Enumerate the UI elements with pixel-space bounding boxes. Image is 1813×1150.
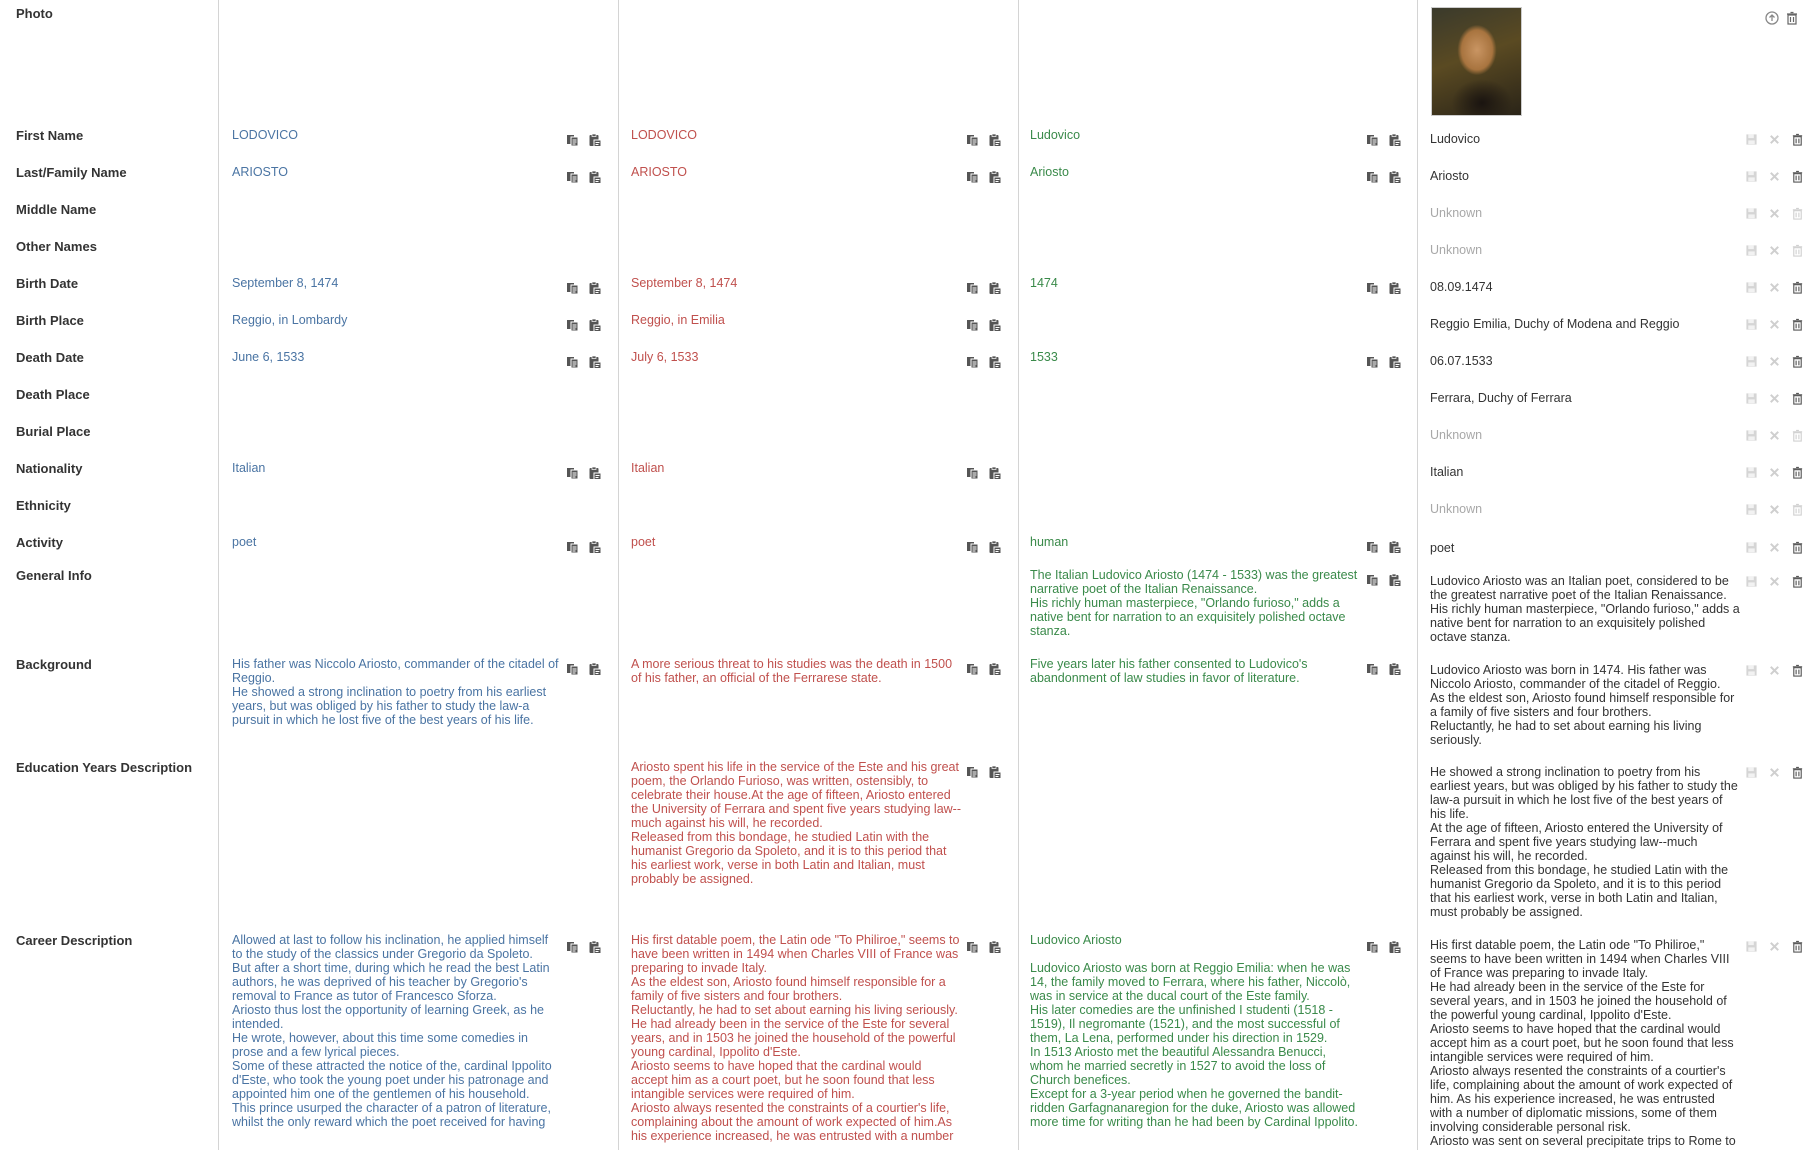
source1-birth-place: Reggio, in Lombardy (232, 313, 348, 327)
save-icon[interactable] (1745, 466, 1758, 479)
paste-icon[interactable] (588, 281, 602, 295)
clear-icon[interactable] (1768, 429, 1781, 442)
save-icon[interactable] (1745, 664, 1758, 677)
clear-icon[interactable] (1768, 541, 1781, 554)
copy-icon[interactable] (1366, 540, 1380, 554)
copy-icon[interactable] (1366, 662, 1380, 676)
copy-icon[interactable] (1366, 170, 1380, 184)
paste-icon[interactable] (588, 133, 602, 147)
paste-icon[interactable] (988, 355, 1002, 369)
copy-paste-actions (1366, 573, 1402, 587)
copy-icon[interactable] (966, 355, 980, 369)
trash-icon[interactable] (1791, 575, 1804, 588)
trash-icon[interactable] (1791, 503, 1804, 516)
save-icon[interactable] (1745, 541, 1758, 554)
copy-icon[interactable] (966, 318, 980, 332)
label-other-names: Other Names (16, 239, 97, 254)
trash-icon[interactable] (1791, 541, 1804, 554)
label-background: Background (16, 657, 92, 672)
trash-icon[interactable] (1791, 466, 1804, 479)
final-nationality[interactable]: Italian (1430, 465, 1464, 479)
column-divider (618, 0, 619, 1150)
clear-icon[interactable] (1768, 392, 1781, 405)
source2-education: Ariosto spent his life in the service of the Este and his great poem, the Orlando Furioso, was written, ostensibly, to celebrate their house.At the age of fifteen, Ariosto entered the University of Ferrara and spent five years studying law--much against his will, he recorded. Released from this bondage, he studied Latin with the humanist Gregorio da Spoleto, and it is to this period that his earliest work, verse in both Latin and Italian, must probably be assigned. (631, 760, 961, 886)
copy-paste-actions (966, 940, 1002, 954)
paste-icon[interactable] (988, 540, 1002, 554)
copy-paste-actions (966, 765, 1002, 779)
field-actions (1745, 281, 1804, 294)
final-career[interactable]: His first datable poem, the Latin ode "To Philiroe," seems to have been written in 1494 when Charles VIII of France was preparing to invade Italy. He had already been in the service of the Este for several years, and in 1503 he joined the household of the powerful young cardinal, Ippolito d'Este. Ariosto seems to have hoped that the cardinal would accept him as a court poet, but he soon found that less intangible services were required of him. Ariosto always resented the constraints of a courtier's life, complaining about the amount of work expected of him. As his experience increased, he was entrusted with a number of diplomatic missions, some of them involving considerable personal risk. Ariosto was sent on several precipitate trips to Rome to (1430, 938, 1736, 1148)
source3-career-title: Ludovico Ariosto (1030, 933, 1122, 947)
final-general-info[interactable]: Ludovico Ariosto was an Italian poet, considered to be the greatest narrative poet of the Italian Renaissance. His richly human masterpiece, "Orlando furioso," adds a native bent for narration to an exquisitely polished octave stanza. (1430, 574, 1740, 644)
copy-paste-actions (566, 133, 602, 147)
label-death-place: Death Place (16, 387, 90, 402)
final-last-name[interactable]: Ariosto (1430, 169, 1469, 183)
paste-icon[interactable] (988, 170, 1002, 184)
source1-last-name: ARIOSTO (232, 165, 289, 179)
field-actions (1745, 466, 1804, 479)
final-death-date[interactable]: 06.07.1533 (1430, 354, 1493, 368)
copy-paste-actions (566, 170, 602, 184)
paste-icon[interactable] (1388, 940, 1402, 954)
final-first-name[interactable]: Ludovico (1430, 132, 1481, 146)
clear-icon[interactable] (1768, 318, 1781, 331)
save-icon[interactable] (1745, 429, 1758, 442)
final-other-names[interactable]: Unknown (1430, 243, 1483, 257)
paste-icon[interactable] (588, 540, 602, 554)
upload-icon[interactable] (1765, 11, 1779, 25)
source1-nationality: Italian (232, 461, 266, 475)
source1-activity: poet (232, 535, 257, 549)
copy-icon[interactable] (566, 466, 580, 480)
source3-death-date: 1533 (1030, 350, 1058, 364)
trash-icon[interactable] (1791, 766, 1804, 779)
source3-background: Five years later his father consented to Ludovico's abandonment of law studies in favor of literature. (1030, 657, 1308, 685)
copy-paste-actions (966, 281, 1002, 295)
copy-icon[interactable] (566, 940, 580, 954)
photo-actions (1765, 11, 1799, 25)
trash-icon[interactable] (1791, 664, 1804, 677)
copy-icon[interactable] (1366, 281, 1380, 295)
clear-icon[interactable] (1768, 170, 1781, 183)
save-icon[interactable] (1745, 244, 1758, 257)
field-actions (1745, 392, 1804, 405)
paste-icon[interactable] (1388, 573, 1402, 587)
field-actions (1745, 940, 1804, 953)
paste-icon[interactable] (988, 318, 1002, 332)
copy-paste-actions (566, 355, 602, 369)
copy-icon[interactable] (966, 466, 980, 480)
field-actions (1745, 766, 1804, 779)
copy-paste-actions (966, 540, 1002, 554)
final-death-place[interactable]: Ferrara, Duchy of Ferrara (1430, 391, 1572, 405)
field-actions (1745, 429, 1804, 442)
column-divider (1417, 0, 1418, 1150)
source2-career: His first datable poem, the Latin ode "To Philiroe," seems to have been written in 1494 when Charles VIII of France was preparing to invade Italy. As the eldest son, Ariosto found himself responsible for a family of five sisters and four brothers. Reluctantly, he had to set about earning his living seriously. He had already been in the service of the Este for several years, and in 1503 he joined the household of the powerful young cardinal, Ippolito d'Este. Ariosto seems to have hoped that the cardinal would accept him as a court poet, but he soon found that less intangible services were required of him. Ariosto always resented the constraints of a courtier's life, complaining about the amount of work expected of him.As his experience increased, he was entrusted with a number (631, 933, 960, 1143)
field-actions (1745, 355, 1804, 368)
final-middle-name[interactable]: Unknown (1430, 206, 1483, 220)
trash-icon[interactable] (1791, 207, 1804, 220)
label-last-name: Last/Family Name (16, 165, 127, 180)
copy-paste-actions (966, 355, 1002, 369)
copy-paste-actions (1366, 540, 1402, 554)
copy-paste-actions (966, 466, 1002, 480)
clear-icon[interactable] (1768, 766, 1781, 779)
save-icon[interactable] (1745, 503, 1758, 516)
copy-icon[interactable] (1366, 133, 1380, 147)
source1-birth-date: September 8, 1474 (232, 276, 339, 290)
copy-paste-actions (966, 318, 1002, 332)
label-photo: Photo (16, 6, 53, 21)
copy-paste-actions (1366, 170, 1402, 184)
save-icon[interactable] (1745, 133, 1758, 146)
copy-icon[interactable] (1366, 940, 1380, 954)
portrait-photo (1431, 7, 1522, 116)
source2-activity: poet (631, 535, 656, 549)
save-icon[interactable] (1745, 281, 1758, 294)
label-middle-name: Middle Name (16, 202, 97, 217)
field-actions (1745, 503, 1804, 516)
paste-icon[interactable] (1388, 540, 1402, 554)
source3-activity: human (1030, 535, 1069, 549)
save-icon[interactable] (1745, 355, 1758, 368)
label-burial-place: Burial Place (16, 424, 91, 439)
trash-icon[interactable] (1791, 318, 1804, 331)
paste-icon[interactable] (1388, 355, 1402, 369)
save-icon[interactable] (1745, 575, 1758, 588)
paste-icon[interactable] (988, 466, 1002, 480)
paste-icon[interactable] (588, 170, 602, 184)
label-career: Career Description (16, 933, 133, 948)
label-education: Education Years Description (16, 760, 193, 775)
clear-icon[interactable] (1768, 244, 1781, 257)
label-birth-place: Birth Place (16, 313, 84, 328)
final-birth-date[interactable]: 08.09.1474 (1430, 280, 1493, 294)
source2-first-name: LODOVICO (631, 128, 697, 142)
label-birth-date: Birth Date (16, 276, 79, 291)
source1-background: His father was Niccolo Ariosto, commander of the citadel of Reggio. He showed a strong inclination to poetry from his earliest years, but was obliged by his father to study the law-a pursuit in which he lost five of the best years of his life. (232, 657, 559, 727)
copy-icon[interactable] (566, 355, 580, 369)
paste-icon[interactable] (1388, 281, 1402, 295)
field-actions (1745, 170, 1804, 183)
source3-general-info: The Italian Ludovico Ariosto (1474 - 1533) was the greatest narrative poet of the Italian Renaissance. His richly human masterpiece, "Orlando furioso," adds a native bent for narration to an exquisitely polished octave stanza. (1030, 568, 1358, 638)
clear-icon[interactable] (1768, 575, 1781, 588)
copy-paste-actions (566, 281, 602, 295)
trash-icon[interactable] (1791, 244, 1804, 257)
field-actions (1745, 541, 1804, 554)
clear-icon[interactable] (1768, 133, 1781, 146)
source1-first-name: LODOVICO (232, 128, 298, 142)
clear-icon[interactable] (1768, 355, 1781, 368)
copy-paste-actions (566, 540, 602, 554)
copy-icon[interactable] (566, 318, 580, 332)
trash-icon[interactable] (1785, 11, 1799, 25)
field-actions (1745, 207, 1804, 220)
source2-birth-date: September 8, 1474 (631, 276, 738, 290)
label-activity: Activity (16, 535, 63, 550)
source2-nationality: Italian (631, 461, 665, 475)
copy-paste-actions (966, 662, 1002, 676)
final-education[interactable]: He showed a strong inclination to poetry from his earliest years, but was obliged by his father to study the law-a pursuit in which he lost five of the best years of his life. At the age of fifteen, Ariosto entered the University of Ferrara and spent five years studying law--much against his will, he recorded. Released from this bondage, he studied Latin with the humanist Gregorio da Spoleto, and it is to this period that his earliest work, verse in both Latin and Italian, must probably be assigned. (1430, 765, 1738, 919)
final-burial-place[interactable]: Unknown (1430, 428, 1483, 442)
trash-icon[interactable] (1791, 429, 1804, 442)
final-ethnicity[interactable]: Unknown (1430, 502, 1483, 516)
copy-icon[interactable] (566, 170, 580, 184)
paste-icon[interactable] (988, 940, 1002, 954)
source3-first-name: Ludovico (1030, 128, 1081, 142)
copy-paste-actions (1366, 940, 1402, 954)
label-death-date: Death Date (16, 350, 84, 365)
trash-icon[interactable] (1791, 281, 1804, 294)
paste-icon[interactable] (1388, 662, 1402, 676)
clear-icon[interactable] (1768, 503, 1781, 516)
copy-icon[interactable] (1366, 573, 1380, 587)
final-activity[interactable]: poet (1430, 541, 1455, 555)
source2-death-date: July 6, 1533 (631, 350, 699, 364)
field-actions (1745, 318, 1804, 331)
copy-icon[interactable] (566, 540, 580, 554)
clear-icon[interactable] (1768, 664, 1781, 677)
copy-icon[interactable] (966, 170, 980, 184)
save-icon[interactable] (1745, 940, 1758, 953)
source3-career: Ludovico Ariosto was born at Reggio Emilia: when he was 14, the family moved to Ferrara, where his father, Niccolò, was in service at the ducal court of the Este family. His later comedies are the unfinished I studenti (1518 - 1519), Il negromante (1521), and the most successful of them, La Lena, performed under his direction in 1529. In 1513 Ariosto met the beautiful Alessandra Benucci, whom he married secretly in 1527 to avoid the loss of Church benefices. Except for a 3-year period when he governed the bandit-ridden Garfagnanaregion for the duke, Ariosto was allowed more time for writing than he had been by Cardinal Ippolito. (1030, 961, 1358, 1129)
copy-icon[interactable] (566, 133, 580, 147)
copy-icon[interactable] (966, 540, 980, 554)
final-birth-place[interactable]: Reggio Emilia, Duchy of Modena and Reggio (1430, 317, 1680, 331)
paste-icon[interactable] (988, 765, 1002, 779)
paste-icon[interactable] (588, 940, 602, 954)
paste-icon[interactable] (588, 662, 602, 676)
field-actions (1745, 244, 1804, 257)
clear-icon[interactable] (1768, 940, 1781, 953)
paste-icon[interactable] (588, 466, 602, 480)
source3-last-name: Ariosto (1030, 165, 1069, 179)
field-actions (1745, 575, 1804, 588)
paste-icon[interactable] (588, 355, 602, 369)
label-general-info: General Info (16, 568, 92, 583)
copy-icon[interactable] (566, 662, 580, 676)
paste-icon[interactable] (1388, 133, 1402, 147)
copy-paste-actions (566, 940, 602, 954)
copy-paste-actions (1366, 133, 1402, 147)
source1-death-date: June 6, 1533 (232, 350, 305, 364)
save-icon[interactable] (1745, 207, 1758, 220)
final-background[interactable]: Ludovico Ariosto was born in 1474. His father was Niccolo Ariosto, commander of the citadel of Reggio. As the eldest son, Ariosto found himself responsible for a family of five sisters and four brothers. Reluctantly, he had to set about earning his living seriously. (1430, 663, 1735, 747)
trash-icon[interactable] (1791, 133, 1804, 146)
clear-icon[interactable] (1768, 281, 1781, 294)
copy-paste-actions (966, 170, 1002, 184)
copy-paste-actions (1366, 281, 1402, 295)
field-actions (1745, 664, 1804, 677)
trash-icon[interactable] (1791, 170, 1804, 183)
save-icon[interactable] (1745, 170, 1758, 183)
copy-icon[interactable] (966, 281, 980, 295)
clear-icon[interactable] (1768, 466, 1781, 479)
paste-icon[interactable] (588, 318, 602, 332)
copy-paste-actions (966, 133, 1002, 147)
paste-icon[interactable] (988, 133, 1002, 147)
source2-last-name: ARIOSTO (631, 165, 688, 179)
label-ethnicity: Ethnicity (16, 498, 71, 513)
save-icon[interactable] (1745, 318, 1758, 331)
copy-paste-actions (1366, 662, 1402, 676)
copy-icon[interactable] (966, 662, 980, 676)
copy-icon[interactable] (566, 281, 580, 295)
trash-icon[interactable] (1791, 392, 1804, 405)
trash-icon[interactable] (1791, 940, 1804, 953)
copy-icon[interactable] (966, 133, 980, 147)
column-divider (218, 0, 219, 1150)
paste-icon[interactable] (1388, 170, 1402, 184)
copy-paste-actions (566, 662, 602, 676)
field-actions (1745, 133, 1804, 146)
paste-icon[interactable] (988, 662, 1002, 676)
copy-paste-actions (566, 318, 602, 332)
label-first-name: First Name (16, 128, 84, 143)
source3-birth-date: 1474 (1030, 276, 1058, 290)
copy-paste-actions (566, 466, 602, 480)
save-icon[interactable] (1745, 392, 1758, 405)
paste-icon[interactable] (988, 281, 1002, 295)
copy-paste-actions (1366, 355, 1402, 369)
trash-icon[interactable] (1791, 355, 1804, 368)
column-divider (1018, 0, 1019, 1150)
label-nationality: Nationality (16, 461, 83, 476)
save-icon[interactable] (1745, 766, 1758, 779)
copy-icon[interactable] (1366, 355, 1380, 369)
copy-icon[interactable] (966, 765, 980, 779)
copy-icon[interactable] (966, 940, 980, 954)
source1-career: Allowed at last to follow his inclination, he applied himself to the study of the classics under Gregorio da Spoleto. But after a short time, during which he read the best Latin authors, he was deprived of his teacher by Gregorio's removal to France as tutor of Francesco Sforza. Ariosto thus lost the opportunity of learning Greek, as he intended. He wrote, however, about this time some comedies in prose and a few lyrical pieces. Some of these attracted the notice of the, cardinal Ippolito d'Este, who took the young poet under his patronage and appointed him one of the gentlemen of his household. This prince usurped the character of a patron of literature, whilst the only reward which the poet received for having (232, 933, 552, 1129)
source2-birth-place: Reggio, in Emilia (631, 313, 725, 327)
clear-icon[interactable] (1768, 207, 1781, 220)
source2-background: A more serious threat to his studies was the death in 1500 of his father, an official of the Ferrarese state. (631, 657, 953, 685)
